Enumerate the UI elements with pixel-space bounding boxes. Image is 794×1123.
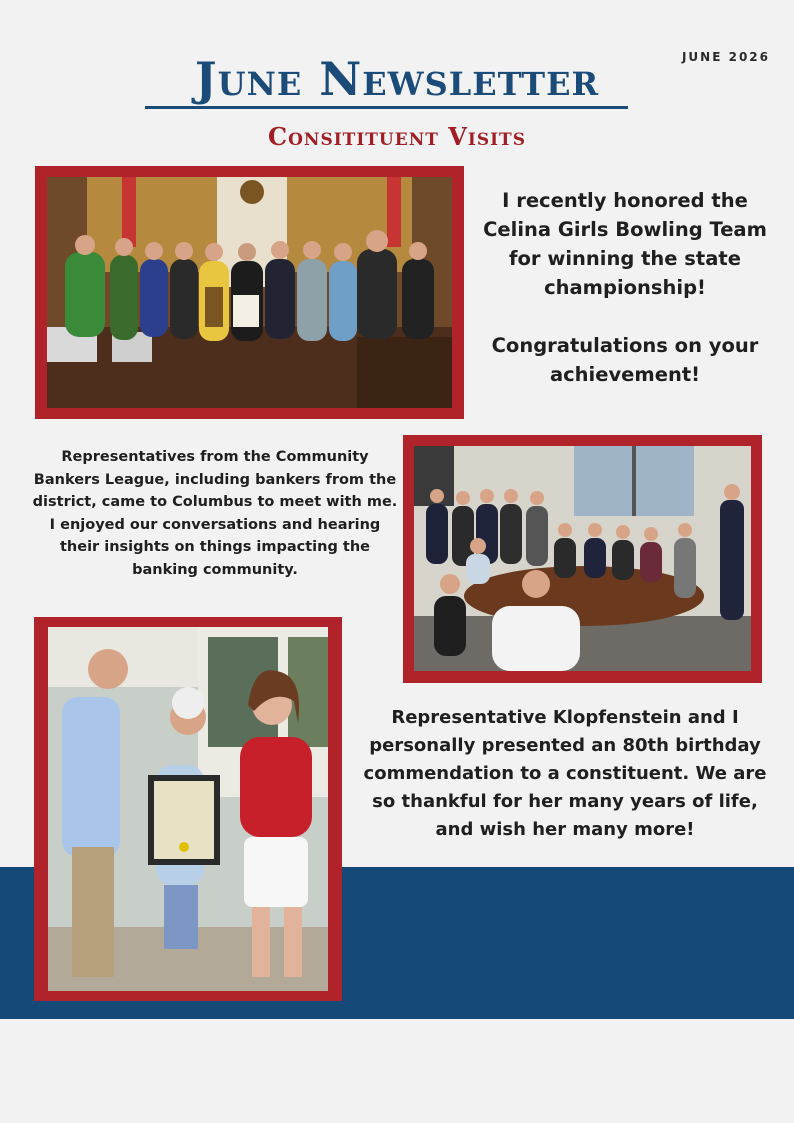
bankers-league-photo [403, 435, 762, 683]
page-subtitle: Consitituent Visits [268, 122, 526, 151]
bowling-team-text-line1: I recently honored the Celina Girls Bowling Team for winning the state championship! [483, 189, 767, 299]
newsletter-date: JUNE 2026 [681, 50, 770, 64]
birthday-commendation-text: Representative Klopfenstein and I personally presented an 80th birthday commendation to a constituent. We are so thankful for her many years of life, and wish her many more! [363, 707, 767, 840]
page-title: June Newsletter [194, 52, 600, 106]
birthday-commendation-photo [34, 617, 342, 1001]
bowling-team-text-line2: Congratulations on your achievement! [491, 334, 759, 386]
bowling-team-photo [35, 166, 464, 419]
bowling-team-text [478, 186, 772, 389]
title-underline [145, 106, 628, 109]
bankers-league-text: Representatives from the Community Bankers League, including bankers from the district, came to Columbus to meet with me. I enjoyed our conversations and hearing their insights on things impacting the banking community. [32, 449, 398, 578]
